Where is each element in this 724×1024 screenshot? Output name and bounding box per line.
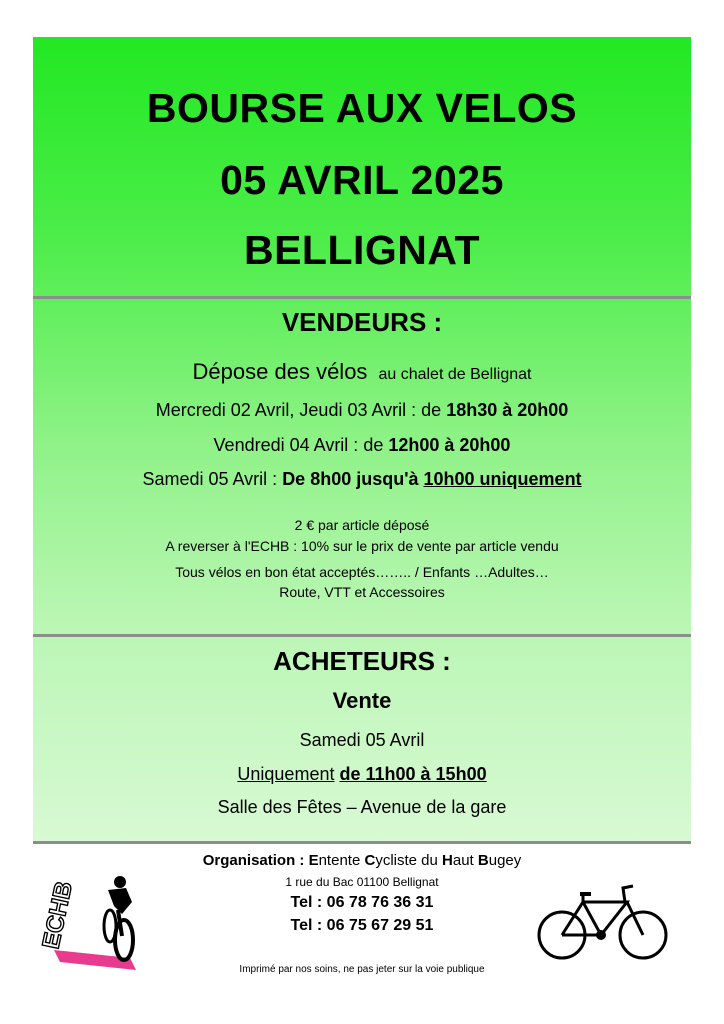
vente-hours-line <box>33 764 691 785</box>
vendeurs-title: VENDEURS : <box>281 307 443 337</box>
poster-background <box>33 37 691 843</box>
org-initial-h: H <box>442 852 453 869</box>
logo-wheel-front <box>115 920 133 960</box>
schedule-day-2: Vendredi 04 Avril : de <box>213 435 389 455</box>
print-notice: Imprimé par nos soins, ne pas jeter sur la voie publique <box>239 964 485 975</box>
depose-label: Dépose des vélos <box>192 359 368 384</box>
accepted-text: Tous vélos en bon état acceptés…….. / Enfants …Adultes… <box>175 564 549 580</box>
echb-logo-icon <box>37 866 144 970</box>
vente-date: Samedi 05 Avril <box>299 730 425 750</box>
phone-1: Tel : 06 78 76 36 31 <box>290 894 434 911</box>
acheteurs-title: ACHETEURS : <box>273 646 451 676</box>
schedule-row-2 <box>33 435 691 456</box>
phone-2: Tel : 06 75 67 29 51 <box>290 917 434 934</box>
schedule-hours-3-prefix: De 8h00 jusqu'à <box>282 469 424 489</box>
fee-text: 2 € par article déposé <box>294 517 430 533</box>
logo-cyclist-head <box>114 876 126 888</box>
address-text: 1 rue du Bac 01100 Bellignat <box>285 875 439 889</box>
org-word-2: ycliste du <box>375 852 443 869</box>
vente-only-label: Uniquement <box>237 764 335 784</box>
bicycle-icon <box>537 880 669 962</box>
depose-line <box>33 359 691 385</box>
logo-wheel-back <box>104 910 116 942</box>
organisation-label: Organisation : <box>202 852 309 869</box>
schedule-row-3 <box>33 469 691 490</box>
schedule-hours-3-underlined: 10h00 uniquement <box>423 469 582 489</box>
vente-subtitle: Vente <box>332 688 392 713</box>
logo-text: ECHB <box>37 879 79 952</box>
event-title: BOURSE AUX VELOS <box>146 85 578 131</box>
org-word-4: ugey <box>488 852 522 869</box>
depose-location: au chalet de Bellignat <box>378 366 532 383</box>
org-word-3: aut <box>452 852 478 869</box>
schedule-day-3: Samedi 05 Avril : <box>142 469 283 489</box>
vente-hours: de 11h00 à 15h00 <box>339 764 487 784</box>
schedule-hours-1: 18h30 à 20h00 <box>446 400 569 420</box>
schedule-day-1: Mercredi 02 Avril, Jeudi 03 Avril : de <box>155 400 447 420</box>
org-initial-b: B <box>477 852 489 869</box>
event-date: 05 AVRIL 2025 <box>220 157 504 203</box>
vente-venue: Salle des Fêtes – Avenue de la gare <box>217 797 507 817</box>
logo-leg <box>118 910 122 936</box>
org-initial-e: E <box>308 852 319 869</box>
org-initial-c: C <box>364 852 376 869</box>
event-town: BELLIGNAT <box>243 227 481 273</box>
commission-text: A reverser à l'ECHB : 10% sur le prix de vente par article vendu <box>165 538 559 554</box>
schedule-row-1 <box>33 400 691 421</box>
divider-top <box>33 296 691 299</box>
poster-header <box>33 37 691 297</box>
categories-text: Route, VTT et Accessoires <box>279 584 445 600</box>
divider-bottom <box>33 841 691 844</box>
schedule-hours-2: 12h00 à 20h00 <box>388 435 511 455</box>
divider-middle <box>33 634 691 637</box>
org-word-1: ntente <box>318 852 365 869</box>
